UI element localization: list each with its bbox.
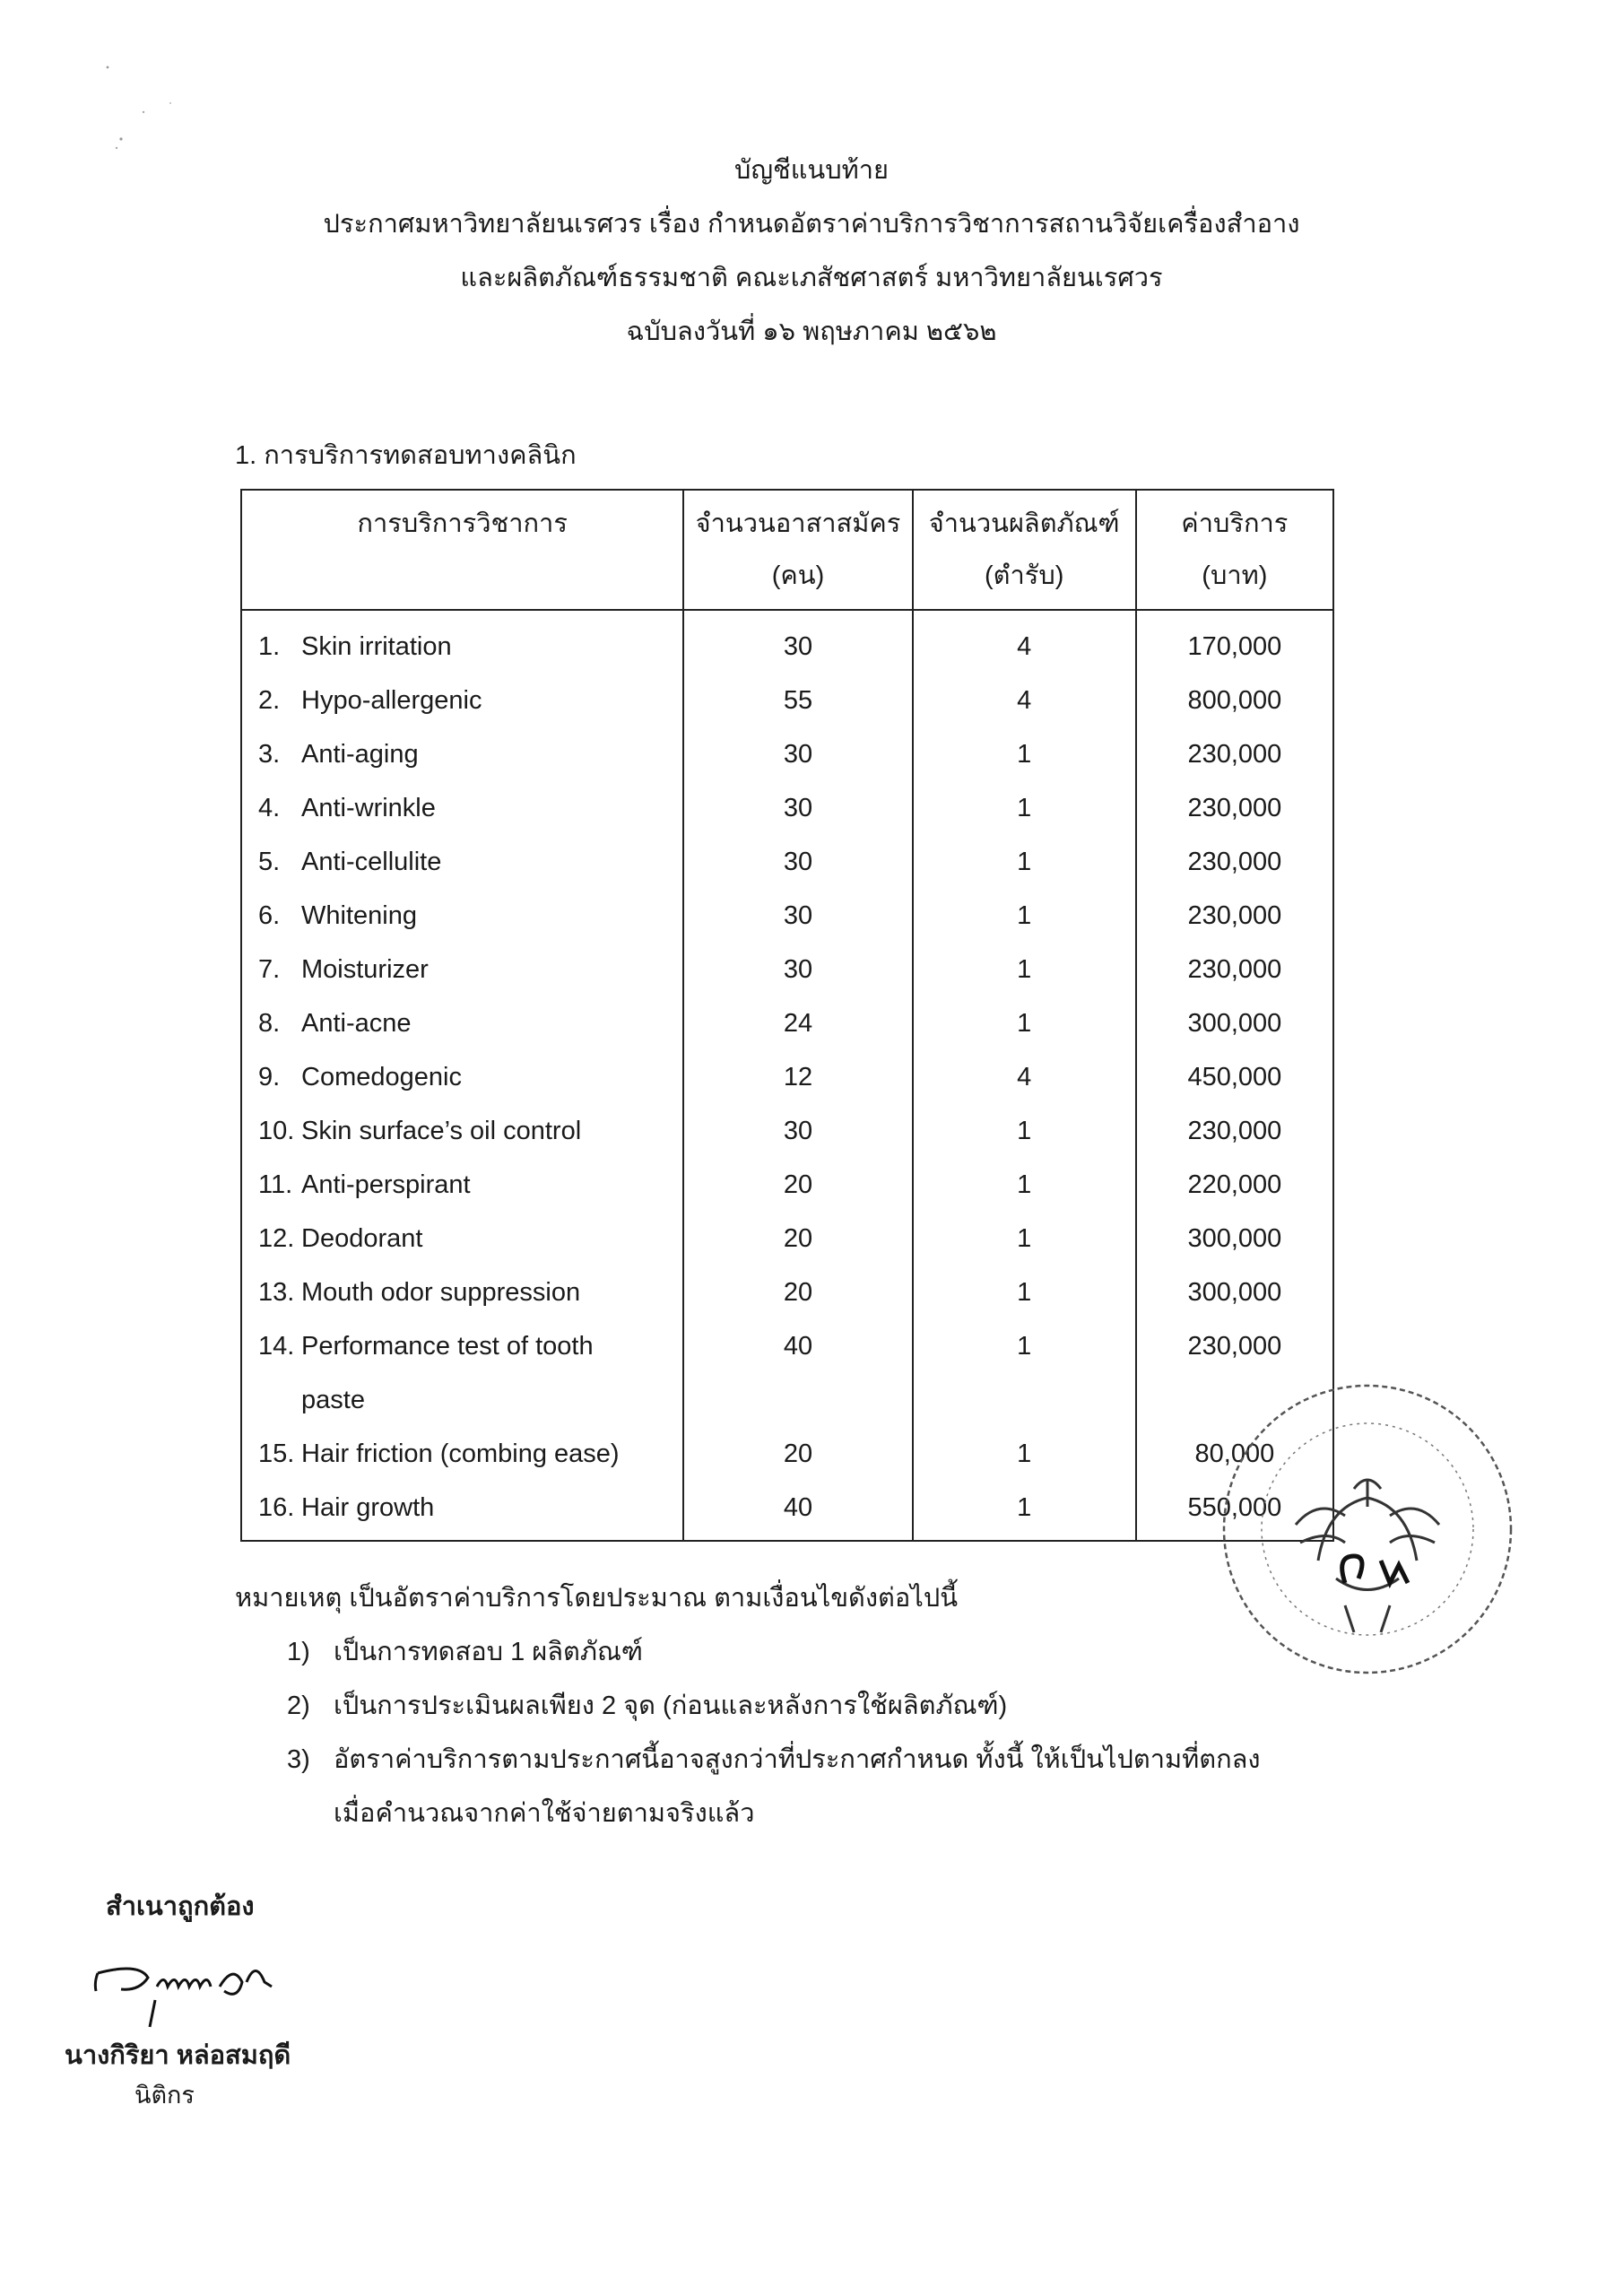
service-name: Deodorant (301, 1224, 423, 1253)
row-number: 12. (258, 1224, 295, 1253)
row-number: 3. (258, 740, 281, 769)
volunteers-cell: 30 (683, 943, 912, 996)
products-cell: 4 (913, 1050, 1136, 1104)
fee-cell: 300,000 (1136, 996, 1333, 1050)
table-row (241, 674, 1333, 727)
volunteers-cell: 30 (683, 610, 912, 674)
service-name-cell (241, 1158, 683, 1212)
products-cell: 1 (913, 1319, 1136, 1427)
service-name: Skin surface’s oil control (301, 1117, 582, 1145)
header-volunteers: จำนวนอาสาสมัคร (คน) (683, 490, 912, 610)
service-name: Anti-perspirant (301, 1170, 471, 1199)
products-cell: 1 (913, 727, 1136, 781)
volunteers-cell: 30 (683, 727, 912, 781)
service-name-cell (241, 1481, 683, 1541)
table-row (241, 781, 1333, 835)
row-number: 14. (258, 1332, 295, 1361)
fee-cell: 450,000 (1136, 1050, 1333, 1104)
service-name-cell (241, 996, 683, 1050)
fee-cell: 300,000 (1136, 1265, 1333, 1319)
volunteers-cell: 20 (683, 1265, 912, 1319)
service-name-cell (241, 610, 683, 674)
products-cell: 1 (913, 781, 1136, 835)
service-name-continuation: paste (301, 1386, 365, 1414)
header-title: บัญชีแนบท้าย (733, 156, 890, 185)
row-number: 1. (258, 632, 281, 661)
volunteers-cell: 40 (683, 1481, 912, 1541)
products-cell: 1 (913, 889, 1136, 943)
row-number: 9. (258, 1063, 281, 1091)
products-cell: 1 (913, 1104, 1136, 1158)
table-row (241, 1158, 1333, 1212)
volunteers-cell: 40 (683, 1319, 912, 1427)
fee-cell: 300,000 (1136, 1212, 1333, 1265)
volunteers-cell: 55 (683, 674, 912, 727)
volunteers-cell: 30 (683, 781, 912, 835)
volunteers-cell: 20 (683, 1158, 912, 1212)
row-number: 16. (258, 1493, 295, 1522)
row-number: 8. (258, 1009, 281, 1038)
volunteers-cell: 30 (683, 1104, 912, 1158)
service-name-cell (241, 781, 683, 835)
service-name-cell (241, 1212, 683, 1265)
service-name-cell (241, 1104, 683, 1158)
service-name: Anti-wrinkle (301, 794, 436, 822)
table-row (241, 1212, 1333, 1265)
header-products: จำนวนผลิตภัณฑ์ (ตำรับ) (913, 490, 1136, 610)
service-name-cell (241, 674, 683, 727)
table-row (241, 835, 1333, 889)
fee-cell: 230,000 (1136, 1319, 1333, 1427)
products-cell: 1 (913, 943, 1136, 996)
service-fee-table (240, 489, 1334, 1542)
header-date: ฉบับลงวันที่ ๑๖ พฤษภาคม ๒๕๖๒ (626, 317, 997, 346)
service-name-cell (241, 1265, 683, 1319)
fee-cell: 230,000 (1136, 889, 1333, 943)
row-number: 5. (258, 848, 281, 876)
fee-cell: 230,000 (1136, 781, 1333, 835)
table-row (241, 1481, 1333, 1541)
volunteers-cell: 12 (683, 1050, 912, 1104)
table-row (241, 996, 1333, 1050)
products-cell: 4 (913, 610, 1136, 674)
fee-cell: 230,000 (1136, 727, 1333, 781)
service-name-cell (241, 889, 683, 943)
remark-item: 1) เป็นการทดสอบ 1 ผลิตภัณฑ์ (287, 1638, 643, 1666)
document-header (0, 144, 1623, 359)
fee-cell: 220,000 (1136, 1158, 1333, 1212)
service-name: Hair growth (301, 1493, 435, 1522)
service-name: Hair friction (combing ease) (301, 1439, 620, 1468)
service-name: Moisturizer (301, 955, 429, 984)
service-name: Anti-acne (301, 1009, 412, 1038)
row-number: 4. (258, 794, 281, 822)
fee-cell: 550,000 (1136, 1481, 1333, 1541)
products-cell: 1 (913, 1212, 1136, 1265)
service-name: Performance test of tooth (301, 1332, 594, 1361)
products-cell: 1 (913, 1427, 1136, 1481)
row-number: 10. (258, 1117, 295, 1145)
remark-item-continuation: เมื่อคำนวณจากค่าใช้จ่ายตามจริงแล้ว (334, 1799, 755, 1828)
fee-cell: 230,000 (1136, 943, 1333, 996)
row-number: 15. (258, 1439, 295, 1468)
products-cell: 4 (913, 674, 1136, 727)
products-cell: 1 (913, 1265, 1136, 1319)
section-title: 1. การบริการทดสอบทางคลินิก (235, 441, 577, 470)
table-row (241, 943, 1333, 996)
header-announcement: ประกาศมหาวิทยาลัยนเรศวร เรื่อง กำหนดอัตราค่าบริการวิชาการสถานวิจัยเครื่องสำอาง (323, 210, 1300, 239)
fee-cell: 80,000 (1136, 1427, 1333, 1481)
service-name-cell (241, 943, 683, 996)
row-number: 2. (258, 686, 281, 715)
table-row (241, 610, 1333, 674)
fee-cell: 230,000 (1136, 1104, 1333, 1158)
volunteers-cell: 24 (683, 996, 912, 1050)
header-service: การบริการวิชาการ (241, 490, 683, 610)
row-number: 6. (258, 901, 281, 930)
volunteers-cell: 30 (683, 889, 912, 943)
header-fee: ค่าบริการ (บาท) (1136, 490, 1333, 610)
fee-cell: 170,000 (1136, 610, 1333, 674)
service-name-cell (241, 727, 683, 781)
table-body (241, 610, 1333, 1541)
service-name-cell (241, 1427, 683, 1481)
signer-role: นิติกร (135, 2082, 195, 2109)
table-row (241, 727, 1333, 781)
service-name-cell (241, 1050, 683, 1104)
service-name: Skin irritation (301, 632, 452, 661)
remark-item: 2) เป็นการประเมินผลเพียง 2 จุด (ก่อนและหลังการใช้ผลิตภัณฑ์) (287, 1692, 1008, 1720)
row-number: 13. (258, 1278, 295, 1307)
service-name: Comedogenic (301, 1063, 462, 1091)
handwritten-signature (85, 1937, 327, 2036)
volunteers-cell: 30 (683, 835, 912, 889)
service-name-cell (241, 835, 683, 889)
table-row (241, 1427, 1333, 1481)
row-number: 7. (258, 955, 281, 984)
volunteers-cell: 20 (683, 1212, 912, 1265)
table-header-row (241, 490, 1333, 610)
table-row (241, 889, 1333, 943)
products-cell: 1 (913, 1481, 1136, 1541)
remarks (235, 1571, 1261, 1840)
service-name: Anti-aging (301, 740, 419, 769)
certified-copy-label: สำเนาถูกต้อง (106, 1892, 255, 1921)
table-row (241, 1265, 1333, 1319)
remarks-heading: หมายเหตุ เป็นอัตราค่าบริการโดยประมาณ ตามเงื่อนไขดังต่อไปนี้ (235, 1584, 959, 1613)
service-name: Whitening (301, 901, 417, 930)
table-row (241, 1050, 1333, 1104)
products-cell: 1 (913, 835, 1136, 889)
service-name-cell (241, 1319, 683, 1427)
service-name: Hypo-allergenic (301, 686, 482, 715)
remark-item: 3) อัตราค่าบริการตามประกาศนี้อาจสูงกว่าที่ประกาศกำหนด ทั้งนี้ ให้เป็นไปตามที่ตกลง (287, 1745, 1261, 1774)
table-row (241, 1104, 1333, 1158)
fee-cell: 230,000 (1136, 835, 1333, 889)
fee-cell: 800,000 (1136, 674, 1333, 727)
signer-name: นางกิริยา หล่อสมฤดี (65, 2041, 291, 2070)
row-number: 11. (258, 1170, 293, 1199)
products-cell: 1 (913, 996, 1136, 1050)
products-cell: 1 (913, 1158, 1136, 1212)
service-name: Mouth odor suppression (301, 1278, 581, 1307)
volunteers-cell: 20 (683, 1427, 912, 1481)
header-faculty: และผลิตภัณฑ์ธรรมชาติ คณะเภสัชศาสตร์ มหาวิทยาลัยนเรศวร (460, 264, 1163, 292)
table-row (241, 1319, 1333, 1427)
service-name: Anti-cellulite (301, 848, 442, 876)
